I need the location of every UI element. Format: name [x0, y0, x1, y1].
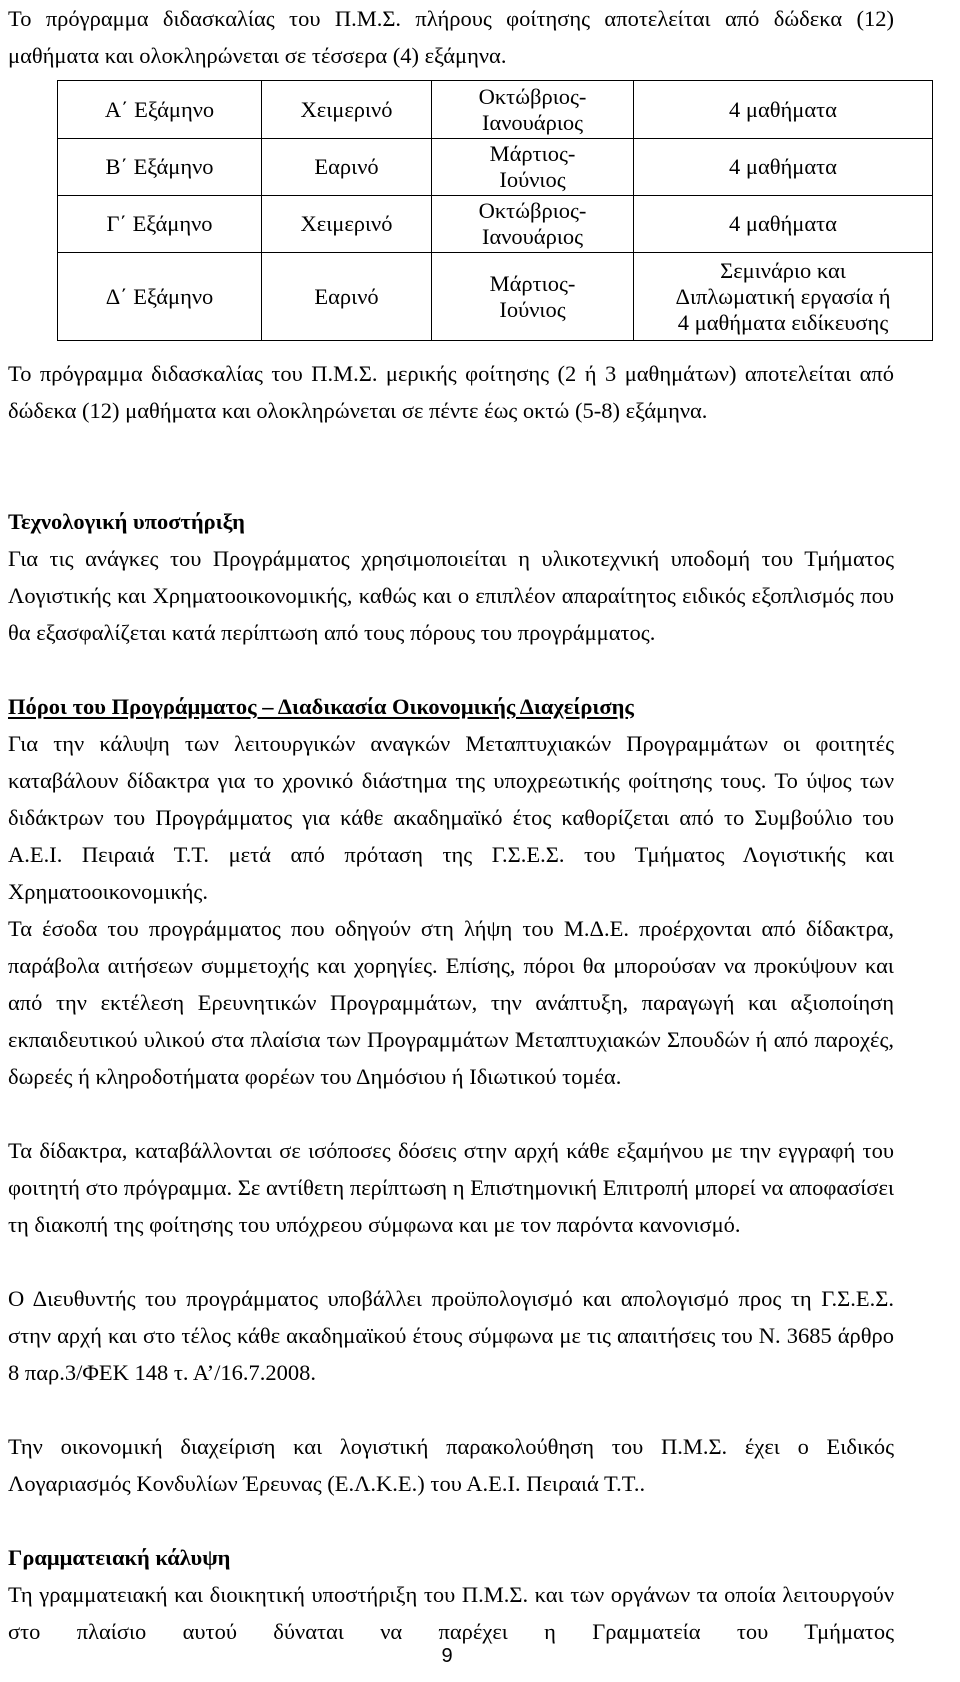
semester-cell: Α΄ Εξάμηνο [58, 81, 262, 139]
resources-paragraph-1: Για την κάλυψη των λειτουργικών αναγκών Μεταπτυχιακών Προγραμμάτων οι φοιτητές καταβάλουν δίδακτρα για το χρονικό διάστημα της υποχρεωτικής φοίτησης τους. Το ύψος των διδάκτρων του Προγράμματος για κάθε ακαδημαϊκό έτος καθορίζεται από το Συμβούλιο του Α.Ε.Ι. Πειραιά Τ.Τ. μετά από πρόταση της Γ.Σ.Ε.Σ. του Τμήματος Λογιστικής και Χρηματοοικονομικής. [8, 731, 894, 904]
resources-paragraph-3: Τα δίδακτρα, καταβάλλονται σε ισόποσες δόσεις στην αρχή κάθε εξαμήνου με την εγγραφή του φοιτητή στο πρόγραμμα. Σε αντίθετη περίπτωση η Επιστημονική Επιτροπή μπορεί να αποφασίσει τη διακοπή της φοίτησης του υπόχρεου σύμφωνα και με τον παρόντα κανονισμό. [8, 1138, 894, 1237]
tech-support-paragraph: Για τις ανάγκες του Προγράμματος χρησιμοποιείται η υλικοτεχνική υποδομή του Τμήματος Λογιστικής και Χρηματοοικονομικής, καθώς και ο επιπλέον απαραίτητος ειδικός εξοπλισμός που θα εξασφαλίζεται κατά περίπτωση από τους πόρους του προγράμματος. [8, 546, 894, 645]
season-cell: Χειμερινό [262, 196, 432, 253]
semester-table [57, 80, 933, 341]
season-cell: Χειμερινό [262, 81, 432, 139]
semester-cell: Γ΄ Εξάμηνο [58, 196, 262, 253]
resources-paragraph-5: Την οικονομική διαχείριση και λογιστική παρακολούθηση του Π.Μ.Σ. έχει ο Ειδικός Λογαριασμός Κονδυλίων Έρευνας (Ε.Λ.Κ.Ε.) του Α.Ε.Ι. Πειραιά Τ.Τ.. [8, 1434, 894, 1496]
period-cell: Οκτώβριος- Ιανουάριος [432, 81, 634, 139]
period-cell: Οκτώβριος- Ιανουάριος [432, 196, 634, 253]
secretarial-paragraph: Τη γραμματειακή και διοικητική υποστήριξη του Π.Μ.Σ. και των οργάνων τα οποία λειτουργούν στο πλαίσιο αυτού δύναται να παρέχει η Γραμματεία του Τμήματος [8, 1582, 894, 1644]
courses-cell: Σεμινάριο και Διπλωματική εργασία ή 4 μαθήματα ειδίκευσης [634, 253, 933, 341]
courses-cell: 4 μαθήματα [634, 81, 933, 139]
semester-cell: Β΄ Εξάμηνο [58, 139, 262, 196]
semester-cell: Δ΄ Εξάμηνο [58, 253, 262, 341]
table-row [58, 196, 933, 253]
resources-paragraph-4: Ο Διευθυντής του προγράμματος υποβάλλει προϋπολογισμό και απολογισμό προς τη Γ.Σ.Ε.Σ. στην αρχή και στο τέλος κάθε ακαδημαϊκού έτους σύμφωνα με τις απαιτήσεις του Ν. 3685 άρθρο 8 παρ.3/ΦΕΚ 148 τ. Α’/16.7.2008. [8, 1286, 894, 1385]
season-cell: Εαρινό [262, 253, 432, 341]
courses-cell: 4 μαθήματα [634, 139, 933, 196]
table-row [58, 139, 933, 196]
resources-paragraph-2: Τα έσοδα του προγράμματος που οδηγούν στη λήψη του Μ.Δ.Ε. προέρχονται από δίδακτρα, παράβολα αιτήσεων συμμετοχής και χορηγίες. Επίσης, πόροι θα μπορούσαν να προκύψουν και από την εκτέλεση Ερευνητικών Προγραμμάτων, την ανάπτυξη, παραγωγή και αξιοποίηση εκπαιδευτικού υλικού στα πλαίσια των Προγραμμάτων Μεταπτυχιακών Σπουδών ή από παροχές, δωρεές ή κληροδοτήματα φορέων του Δημόσιου ή Ιδιωτικού τομέα. [8, 916, 894, 1089]
tech-support-heading: Τεχνολογική υποστήριξη [8, 509, 245, 534]
period-cell: Μάρτιος- Ιούνιος [432, 253, 634, 341]
intro-paragraph: Το πρόγραμμα διδασκαλίας του Π.Μ.Σ. πλήρους φοίτησης αποτελείται από δώδεκα (12) μαθήματα και ολοκληρώνεται σε τέσσερα (4) εξάμηνα. [8, 6, 894, 68]
page-number: 9 [441, 1645, 453, 1667]
table-row [58, 81, 933, 139]
season-cell: Εαρινό [262, 139, 432, 196]
resources-heading: Πόροι του Προγράμματος – Διαδικασία Οικονομικής Διαχείρισης [8, 694, 634, 719]
table-row [58, 253, 933, 341]
period-cell: Μάρτιος- Ιούνιος [432, 139, 634, 196]
courses-cell: 4 μαθήματα [634, 196, 933, 253]
part-time-paragraph: Το πρόγραμμα διδασκαλίας του Π.Μ.Σ. μερικής φοίτησης (2 ή 3 μαθημάτων) αποτελείται από δώδεκα (12) μαθήματα και ολοκληρώνεται σε πέντε έως οκτώ (5-8) εξάμηνα. [8, 361, 894, 423]
secretarial-heading: Γραμματειακή κάλυψη [8, 1545, 231, 1570]
